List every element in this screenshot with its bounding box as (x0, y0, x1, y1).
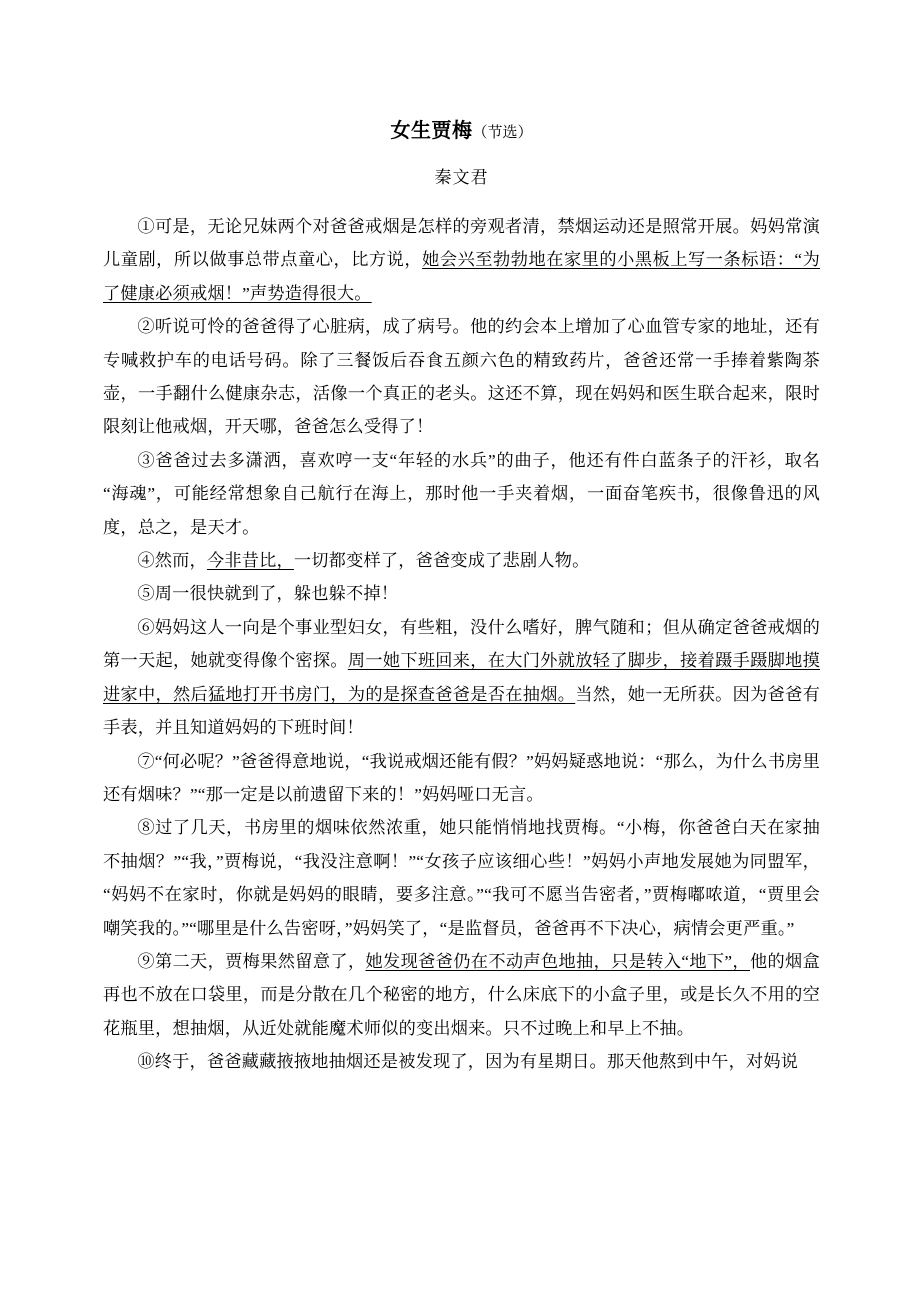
paragraph (103, 544, 820, 577)
text-run: 爸爸过去多潇洒，喜欢哼一支“年轻的水兵”的曲子，他还有件白蓝条子的汗衫，取名“海魂”，可能经常想象自己航行在海上，那时他一手夹着烟，一面奋笔疾书，很像鲁迅的风度，总之，是天才。 (103, 450, 820, 537)
paragraph-marker: ⑤ (137, 584, 155, 604)
text-run: 终于，爸爸藏藏掖掖地抽烟还是被发现了，因为有星期日。那天他熬到中午，对妈说 (154, 1052, 799, 1072)
underlined-text-run: 今非昔比， (206, 551, 294, 571)
text-run: 过了几天，书房里的烟味依然浓重，她只能悄悄地找贾梅。“小梅，你爸爸白天在家抽不抽烟？”“我，”贾梅说，“我没注意啊！”“女孩子应该细心些！”妈妈小声地发展她为同盟军，“妈妈不在家时，你就是妈妈的眼睛，要多注意。”“我可不愿当告密者，”贾梅嘟哝道，“贾里会嘲笑我的。”“哪里是什么告密呀，”妈妈笑了，“是监督员，爸爸再不下决心，病情会更严重。” (103, 818, 821, 938)
paragraph-marker: ① (137, 217, 155, 236)
paragraph (103, 745, 820, 812)
text-run: 一切都变样了，爸爸变成了悲剧人物。 (293, 551, 590, 571)
paragraph (103, 945, 820, 1045)
underlined-text-run: 她发现爸爸仍在不动声色地抽，只是转入“地下”， (365, 951, 750, 971)
text-run: 他的烟盒再也不放在口袋里，而是分散在几个秘密的地方，什么床底下的小盒子里，或是长久不用的空花瓶里，想抽烟，从近处就能魔术师似的变出烟来。只不过晚上和早上不抽。 (103, 951, 820, 1038)
paragraph-marker: ⑨ (137, 951, 155, 971)
text-run: 第二天，贾梅果然留意了， (154, 951, 366, 971)
text-run: 当然，她一无所获。因为爸爸有手表，并且知道妈妈的下班时间！ (103, 684, 820, 738)
page-title (103, 0, 820, 146)
text-run: 听说可怜的爸爸得了心脏病，成了病号。他的约会本上增加了心血管专家的地址，还有专喊救护车的电话号码。除了三餐饭后吞食五颜六色的精致药片，爸爸还常一手捧着紫陶茶壶，一手翻什么健康杂志，活像一个真正的老头。这还不算，现在妈妈和医生联合起来，限时限刻让他戒烟，开天哪，爸爸怎么受得了！ (103, 317, 821, 437)
paragraph-marker: ⑥ (137, 617, 155, 637)
text-run: 然而， (154, 551, 207, 571)
paragraph-marker: ⑩ (137, 1052, 155, 1072)
text-run: 妈妈这人一向是个事业型妇女，有些粗，没什么嗜好，脾气随和；但从确定爸爸戒烟的第一天起，她就变得像个密探。 (103, 617, 821, 671)
paragraph (103, 577, 820, 610)
paragraph (103, 811, 820, 945)
paragraph (103, 611, 820, 745)
paragraph-marker: ④ (137, 551, 155, 571)
document-content-column (103, 0, 820, 1079)
paragraph (103, 1045, 820, 1078)
underlined-text-run: 她会兴至勃勃地在家里的小黑板上写一条标语：“为了健康必须戒烟！”声势造得很大。 (103, 250, 820, 303)
article-body (103, 190, 820, 1079)
paragraph (103, 210, 820, 310)
paragraph-marker: ⑦ (137, 751, 155, 771)
paragraph-marker: ③ (137, 450, 156, 470)
paragraph (103, 310, 820, 444)
paragraph (103, 444, 820, 544)
author-byline: 秦文君 (434, 168, 489, 187)
text-run: 周一很快就到了，躲也躲不掉！ (154, 584, 399, 604)
text-run: 可是，无论兄妹两个对爸爸戒烟是怎样的旁观者清，禁烟运动还是照常开展。妈妈常演儿童剧，所以做事总带点童心，比方说， (103, 217, 821, 270)
underlined-text-run: 周一她下班回来，在大门外就放轻了脚步，接着蹑手蹑脚地摸进家中，然后猛地打开书房门，为的是探查爸爸是否在抽烟。 (103, 651, 820, 704)
paragraph-marker: ② (137, 317, 155, 337)
title-suffix-text: （节选） (472, 125, 533, 141)
text-run: “何必呢？”爸爸得意地说，“我说戒烟还能有假？”妈妈疑惑地说：“那么，为什么书房里还有烟味？”“那一定是以前遗留下来的！”妈妈哑口无言。 (103, 751, 820, 804)
title-main-text: 女生贾梅 (390, 120, 473, 142)
paragraph-marker: ⑧ (137, 818, 156, 838)
